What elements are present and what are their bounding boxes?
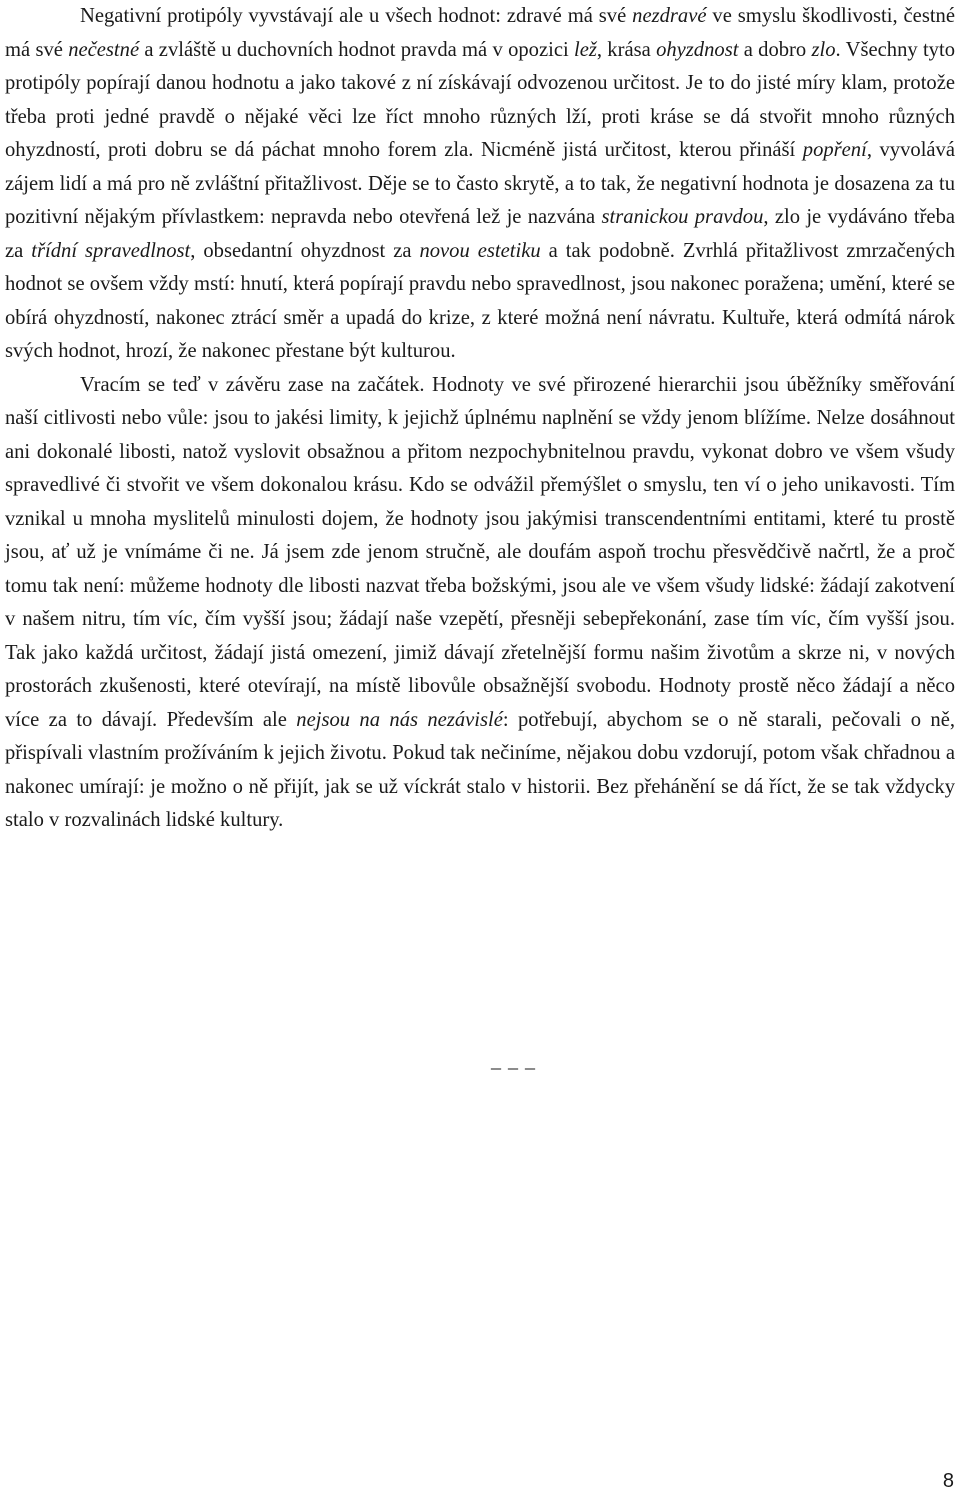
- italic-text: ohyzdnost: [656, 38, 739, 61]
- text-run: , vyvolává zájem lidí a má pro ně zvláštní přitažlivost. Děje se to často skrytě, a to tak, že negativní hodnota je dosazena za tu pozitivní nějakým přívlastkem: nepravda nebo otevřená lež je nazvána: [5, 139, 955, 228]
- text-run: a tak podobně. Zvrhlá přitažlivost zmrzačených hodnot se ovšem vždy mstí: hnutí, která popírají pravdu nebo spravedlnost, jsou nakonec poražena; umění, které se obírá ohyzdností, nakonec ztrácí směr a upadá do krize, z které možná není návratu. Kultuře, která odmítá nárok svých hodnot, hrozí, že nakonec přestane být kulturou.: [5, 239, 955, 362]
- text-run: a zvláště u duchovních hodnot pravda má v opozici: [139, 38, 574, 61]
- paragraph: [5, 0, 955, 369]
- body-text: [5, 0, 955, 838]
- section-separator: _ _ _: [491, 1050, 536, 1072]
- paragraph: [5, 369, 955, 838]
- italic-text: nečestné: [68, 38, 140, 61]
- text-run: . Všechny tyto protipóly popírají danou hodnotu a jako takové z ní získávají odvozenou určitost. Je to do jisté míry klam, protože třeba proti jedné pravdě o nějaké věci lze říct mnoho různých lží, proti kráse se dá stvořit mnoho různých ohyzdností, proti dobru se dá páchat mnoho forem zla. Nicméně jistá určitost, kterou přináší: [5, 38, 955, 161]
- text-run: Negativní protipóly vyvstávají ale u všech hodnot: zdravé má své: [80, 5, 633, 27]
- italic-text: lež: [573, 38, 597, 61]
- text-run: , obsedantní ohyzdnost za: [190, 239, 420, 262]
- text-run: : potřebují, abychom se o ně starali, pečovali o ně, přispívali vlastním prožíváním k jejich životu. Pokud tak nečiníme, nějakou dobu vzdorují, potom však chřadnou a nakonec umírají: je možno o ně přijít, jak se už víckrát stalo v historii. Bez přehánění se dá říct, že se tak vždycky stalo v rozvalinách lidské kultury.: [5, 708, 955, 831]
- italic-text: stranickou pravdou: [601, 206, 764, 228]
- italic-text: novou estetiku: [419, 239, 541, 262]
- text-run: , krása: [596, 38, 657, 61]
- italic-text: třídní spravedlnost: [31, 239, 191, 262]
- italic-text: popření: [802, 139, 867, 161]
- text-run: , zlo je vydáváno třeba za: [5, 206, 956, 262]
- italic-text: nezdravé: [632, 5, 707, 27]
- italic-text: nejsou na nás nezávislé: [296, 708, 503, 731]
- text-run: Vracím se teď v závěru zase na začátek. Hodnoty ve své přirozené hierarchii jsou úběžníky směřování naší citlivosti nebo vůle: jsou to jakési limity, k jejichž úplnému naplnění se vždy jenom blížíme. Nelze dosáhnout ani dokonalé libosti, natož vyslovit obsažnou a přitom nezpochybnitelnou pravdu, vykonat dobro ve všem všudy spravedlivé či stvořit ve všem dokonalou krásu. Kdo se odvážil přemýšlet o smyslu, ten ví o jeho unikavosti. Tím vznikal u mnoha myslitelů minulosti dojem, že hodnoty jsou jakýmisi transcendentními entitami, které tu prostě jsou, ať už je vnímáme či ne. Já jsem zde jenom stručně, ale doufám aspoň trochu přesvědčivě načrtl, že a proč tomu tak není: můžeme hodnoty dle libosti nazvat třeba božskými, jsou ale ve všem všudy lidské: žádají zakotvení v našem nitru, tím víc, čím vyšší jsou; žádají naše vzepětí, přesněji sebepřekonání, zase tím víc, čím vyšší jsou. Tak jako každá určitost, žádají jistá omezení, jimiž dávají zřetelnější formu našim životům a skrze ni, v nových prostorách zkušenosti, které otevírají, na místě libovůle obsažnější svobodu. Hodnoty prostě něco žádají a něco více za to dávají. Především ale: [5, 373, 955, 731]
- italic-text: zlo: [811, 38, 836, 61]
- page-number: 8: [942, 1470, 954, 1492]
- text-run: ve smyslu škodlivosti, čestné má své: [5, 5, 955, 61]
- text-run: a dobro: [738, 38, 812, 61]
